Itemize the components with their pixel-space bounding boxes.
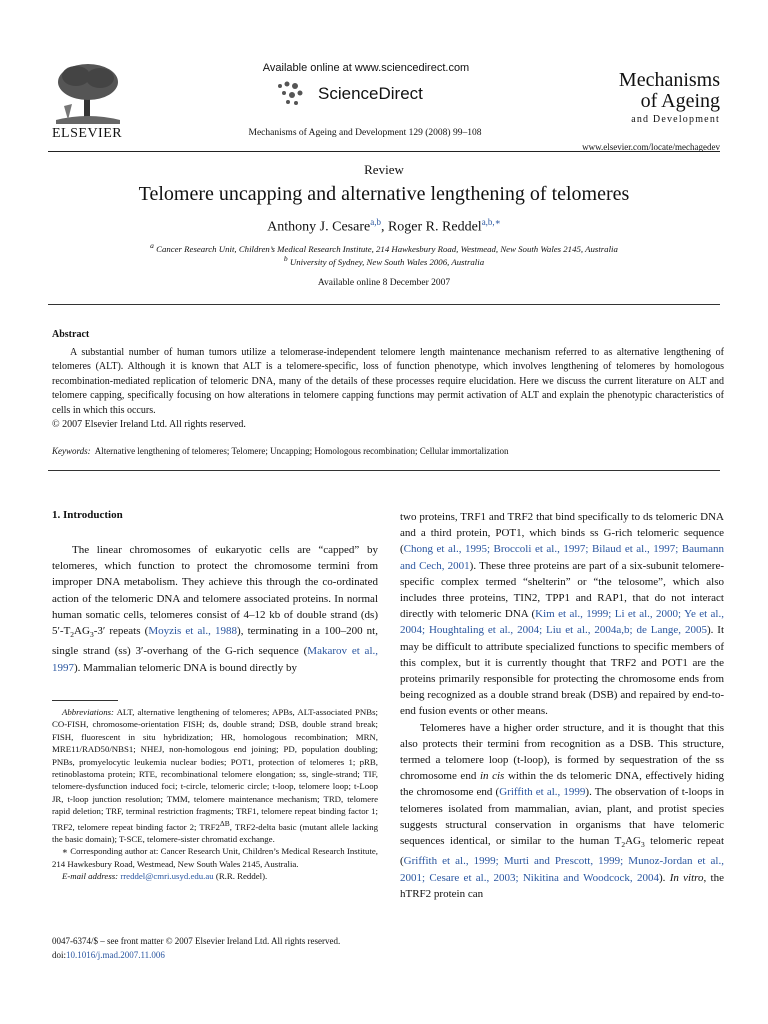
sciencedirect-wordmark: ScienceDirect <box>318 84 423 103</box>
publisher-name: ELSEVIER <box>52 126 123 141</box>
email-link[interactable]: rreddel@cmri.usyd.edu.au <box>120 871 214 882</box>
doi-link[interactable]: 10.1016/j.mad.2007.11.006 <box>66 950 165 960</box>
citation-link[interactable]: Griffith et al., 1999; Murti and Prescott, 1999; Munoz-Jordan et al., 2001; Cesare et al., 2003; Nikitina and Woodcock, 2004 <box>400 855 724 884</box>
section-heading-introduction: 1. Introduction <box>52 509 123 521</box>
abstract-copyright: © 2007 Elsevier Ireland Ltd. All rights reserved. <box>52 419 246 430</box>
intro-paragraph-2: Telomeres have a higher order structure, and it is thought that this also protects their termini from recognition as a DSB. This structure, termed a telomere loop (t-loop), is formed by sequestration of the ss chromosome end in cis within the ds telomeric DNA, effectively hiding the chromosome end (Griffith et al., 1999). The observation of t-loops in telomeres isolated from mammalian, avian, plant, and protist species suggests structural conservation in organisms that have telomeric sequences identical, or similar to the human $T_2AG_3$ telomeric repeat (Griffith et al., 1999; Murti and Prescott, 1999; Munoz-Jordan et al., 2001; Cesare et al., 2003; Nikitina and Woodcock, 2004). In vitro, the hTRF2 protein can <box>400 721 725 900</box>
elsevier-tree-logo <box>48 58 128 128</box>
author-1: Anthony J. Cesare <box>267 219 371 235</box>
affiliation-b-mark: b <box>283 254 288 263</box>
intro-paragraph-1-continued: two proteins, TRF1 and TRF2 that bind specifically to ds telomeric DNA and a third protein, POT1, which binds ss G-rich telomeric sequence (Chong et al., 1995; Broccoli et al., 1997; Bilaud et al., 1997; Baumann and Cech, 2001). These three proteins are part of a six-subunit telomere-specific complex termed “shelterin” or “the telosome”, which also includes three proteins, TIN2, TPP1 and RAP1, that do not interact directly with telomeric DNA (Kim et al., 1999; Li et al., 2000; Ye et al., 2004; Houghtaling et al., 2004; Liu et al., 2004a,b; de Lange, 2005). It may be difficult to attribute specialized functions to specific members of this complex, but it is currently thought that TRF2 and POT1 are the proteins primarily responsible for protecting the chromosome ends from being recognized as a double strand break (DSB) and repaired by end-to-end fusion events or other means. <box>400 511 725 718</box>
abstract-text: A substantial number of human tumors utilize a telomerase-independent telomere length maintenance mechanism referred to as alternative lengthening of telomeres (ALT). Although it is known that ALT is a telomere-specific, loss of function phenotype, which involves lengthening of telomeres by homologous recombination-mediated replication of telomeric DNA, many of the details of these processes require elucidation. Here we discuss the current literature on ALT and telomere capping, specifically focusing on how alterations in telomere capping functions may permit activation of ALT and explain the phenotypic characteristics of cells in which this occurs. <box>52 347 724 416</box>
sciencedirect-dots-icon <box>274 78 314 108</box>
keywords <box>52 446 724 456</box>
available-date: Available online 8 December 2007 <box>317 278 451 288</box>
journal-logo <box>570 70 720 125</box>
journal-url[interactable]: www.elsevier.com/locate/mechagedev <box>582 142 720 152</box>
citation-link[interactable]: Moyzis et al., 1988 <box>148 625 238 638</box>
keywords-label: Keywords: <box>52 446 91 456</box>
corresponding-author-footnote: ∗ Corresponding author at: Cancer Research Unit, Children’s Medical Research Institute, 214 Hawkesbury Road, Westmead, New South Wales 2145, Australia. <box>52 846 378 869</box>
affiliation-b <box>0 254 768 267</box>
affiliation-b-text: University of Sydney, New South Wales 2006, Australia <box>289 256 485 267</box>
author-separator: , <box>380 219 388 235</box>
email-footnote: E-mail address: rreddel@cmri.usyd.edu.au (R.R. Reddel). <box>62 871 268 882</box>
abstract-bottom-divider <box>48 470 720 471</box>
abbreviations-footnote: Abbreviations: ALT, alternative lengthening of telomeres; APBs, ALT-associated PNBs; CO-FISH, chromosome-orientation FISH; ds, double strand; DSB, double strand break; FISH, fluorescent in situ hybridization; HR, homologous recombination; MRN, MRE11/RAD50/NBS1; NHEJ, non-homologous end joining; PD, population doubling; PNBs, promyelocytic leukemia nuclear bodies; POT1, protection of telomeres 1; pRB, retinoblastoma protein; RTE, recombinational telomere elongation; ss, single-strand; TIF, telomere-dysfunction induced foci; t-circle, telomeric circle; t-loop, telomere loop; t-Loop JR, t-loop junction resolution; TMM, telomere maintenance mechanism; TRD, telomere rapid deletion; TRF, terminal restriction fragments; TRF1, telomere repeat binding factor 1; TRF2, telomere repeat binding factor 2; $TRF2^{\Delta B}$, TRF2-delta basic (mutant allele lacking the basic domain); T-SCE, telomere-sister chromatid exchange. <box>52 707 378 844</box>
citation-link[interactable]: Kim et al., 1999; Li et al., 2000; Ye et al., 2004; Houghtaling et al., 2004; Liu et al., 2004a,b; de Lange, 2005 <box>400 608 724 637</box>
abstract-top-divider <box>48 304 720 305</box>
footnotes <box>52 706 378 883</box>
abstract-heading: Abstract <box>52 329 90 340</box>
journal-logo-line2: of Ageing <box>640 90 720 112</box>
doi-line: doi:10.1016/j.mad.2007.11.006 <box>52 950 165 960</box>
journal-logo-line1: Mechanisms <box>618 69 720 91</box>
citation-link[interactable]: Makarov et al., 1997 <box>52 645 378 674</box>
issn-line: 0047-6374/$ – see front matter © 2007 Elsevier Ireland Ltd. All rights reserved. <box>52 936 341 946</box>
available-online-text[interactable]: Available online at www.sciencedirect.com <box>262 62 470 74</box>
affiliation-a-mark: a <box>150 241 154 250</box>
affiliation-a <box>0 241 768 254</box>
journal-logo-line3: and Development <box>631 114 720 125</box>
article-title: Telomere uncapping and alternative lengthening of telomeres <box>138 183 630 205</box>
journal-citation: Mechanisms of Ageing and Development 129 (2008) 99–108 <box>248 128 482 138</box>
left-column <box>52 542 378 676</box>
citation-link[interactable]: Griffith et al., 1999 <box>499 786 586 799</box>
article-type: Review <box>364 162 404 177</box>
header-divider <box>48 151 720 152</box>
author-list <box>0 217 768 236</box>
intro-paragraph-1: The linear chromosomes of eukaryotic cells are “capped” by telomeres, which function to protect the chromosome termini from improper DNA metabolism. They achieve this through the co-ordinated action of the telomeric DNA and telomere associated proteins. In normal human somatic cells, telomeres consist of 4–12 kb of double strand (ds) $5'-T_2AG_3-3'$ repeats (Moyzis et al., 1988), terminating in a 100–200 nt, single strand (ss) 3′-overhang of the G-rich sequence (Makarov et al., 1997). Mammalian telomeric DNA is bound directly by <box>52 544 378 674</box>
author-2: Roger R. Reddel <box>387 219 482 235</box>
keywords-list: Alternative lengthening of telomeres; Telomere; Uncapping; Homologous recombination; Cellular immortalization <box>94 446 509 456</box>
citation-link[interactable]: Chong et al., 1995; Broccoli et al., 1997; Bilaud et al., 1997; Baumann and Cech, 2001 <box>400 543 724 572</box>
author-2-affiliations[interactable]: a,b,∗ <box>481 217 501 227</box>
right-column <box>400 509 724 902</box>
author-1-affiliations[interactable]: a,b <box>370 217 381 227</box>
affiliation-a-text: Cancer Research Unit, Children’s Medical Research Institute, 214 Hawkesbury Road, Westmead, New South Wales 2145, Australia <box>156 243 618 254</box>
footnote-divider <box>52 700 118 701</box>
